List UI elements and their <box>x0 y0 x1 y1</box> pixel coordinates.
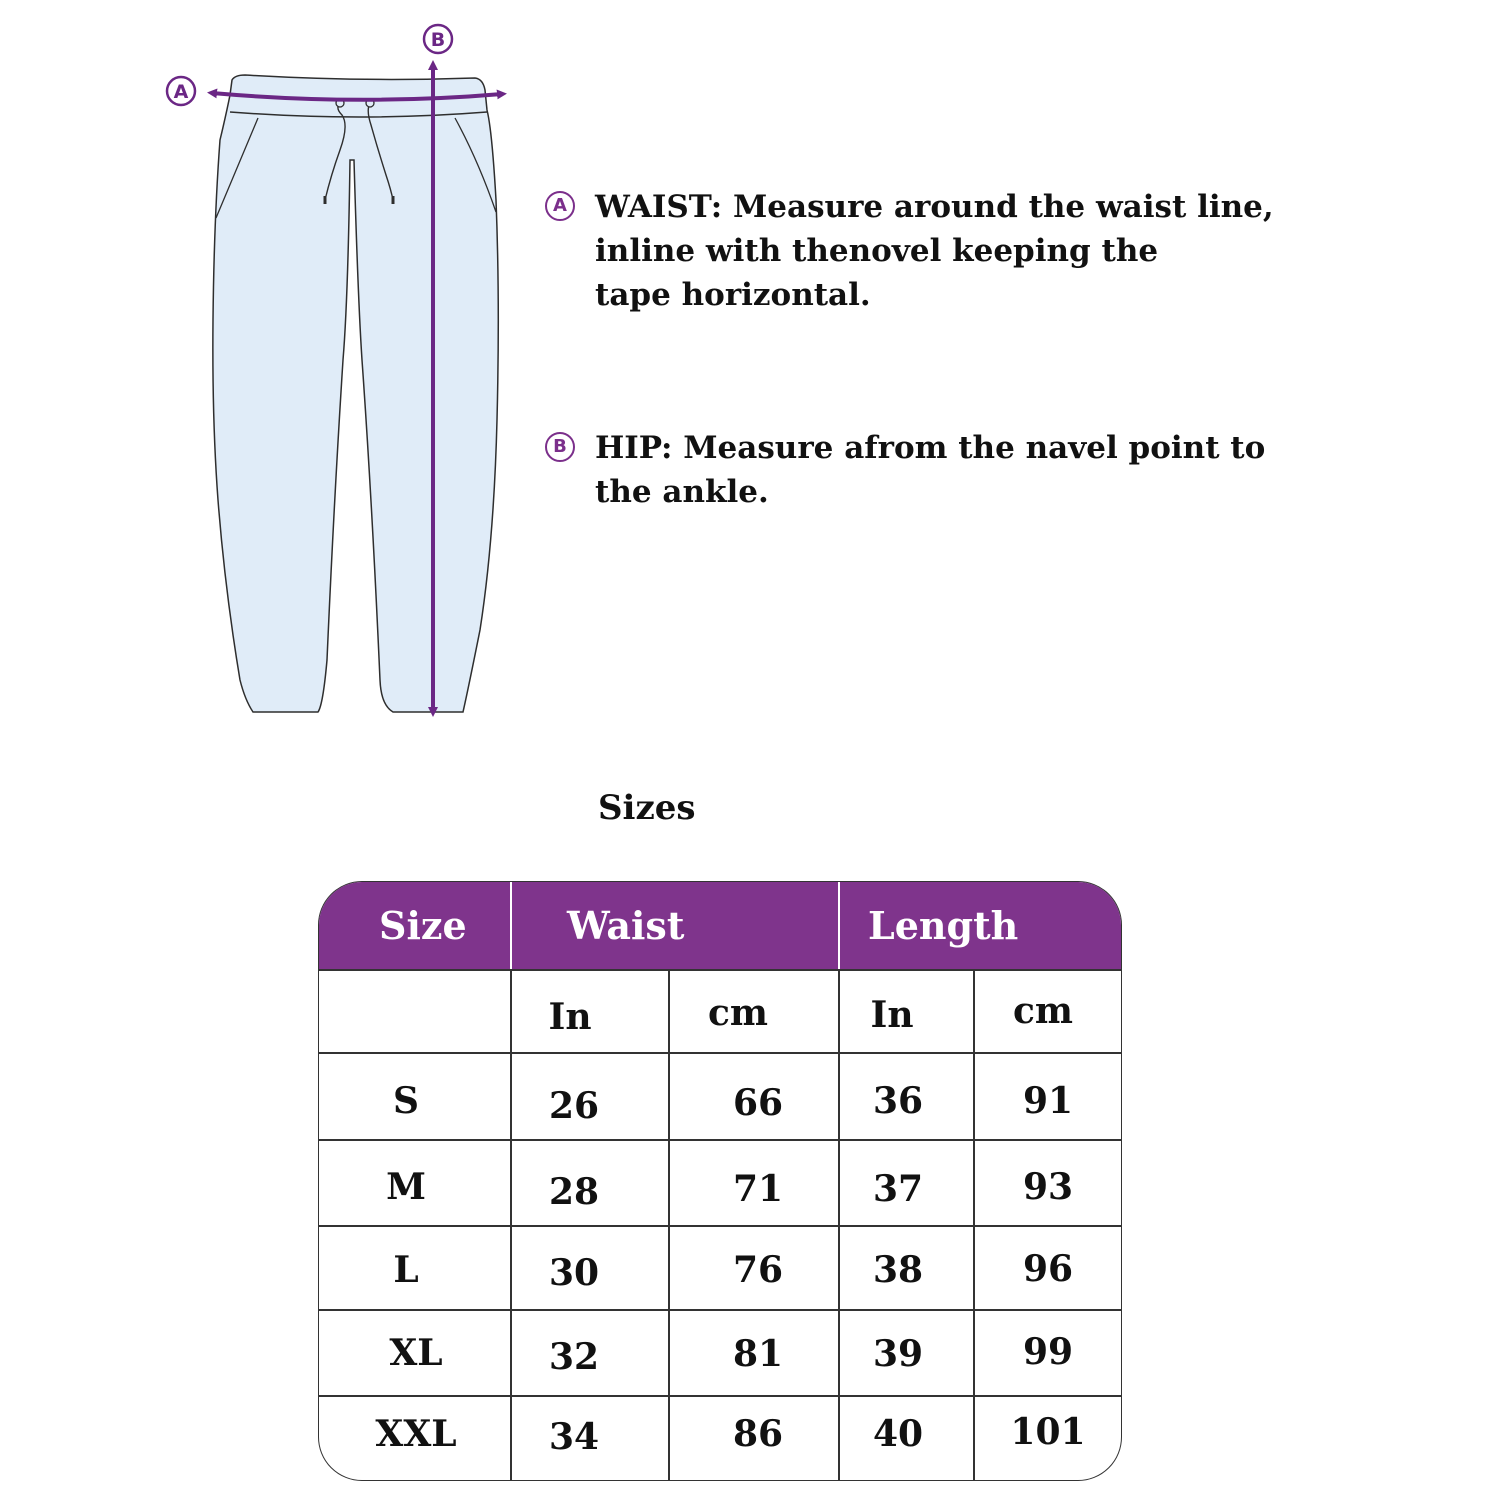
unit-waist-in: In <box>548 996 592 1038</box>
trouser-body <box>213 75 498 712</box>
grid-line <box>838 969 840 1481</box>
size-chart-table <box>318 881 1122 1481</box>
hip-instruction-line: HIP: Measure afrom the navel point to <box>595 430 1266 466</box>
table-cell: 76 <box>732 1249 784 1291</box>
grid-line <box>510 969 512 1481</box>
unit-waist-cm: cm <box>707 992 768 1034</box>
marker-b-badge-icon: B <box>545 432 575 462</box>
table-row-size: XL <box>389 1332 443 1374</box>
marker-a-icon <box>167 77 195 105</box>
grid-line <box>973 969 975 1481</box>
table-cell: 71 <box>732 1168 784 1210</box>
svg-text:A: A <box>173 81 189 103</box>
table-cell: 30 <box>548 1252 600 1294</box>
grid-line <box>319 1139 1121 1141</box>
hip-instruction <box>545 426 1266 514</box>
table-row-size: XXL <box>375 1413 457 1455</box>
waist-instruction-line: tape horizontal. <box>595 277 871 313</box>
sizes-title: Sizes <box>598 788 696 828</box>
unit-length-cm: cm <box>1012 990 1073 1032</box>
table-cell: 37 <box>872 1168 924 1210</box>
table-cell: 91 <box>1022 1080 1074 1122</box>
table-cell: 32 <box>548 1336 600 1378</box>
table-row-size: M <box>386 1166 426 1208</box>
table-cell: 34 <box>548 1416 600 1458</box>
svg-text:B: B <box>430 29 446 51</box>
grid-line <box>319 969 1121 971</box>
grid-line <box>319 1225 1121 1227</box>
trouser-diagram <box>0 0 560 760</box>
table-cell: 28 <box>548 1171 600 1213</box>
table-cell: 66 <box>732 1082 784 1124</box>
waist-instruction-line: inline with thenovel keeping the <box>595 233 1159 269</box>
grid-line <box>319 1395 1121 1397</box>
table-cell: 99 <box>1022 1331 1074 1373</box>
grid-line <box>319 1309 1121 1311</box>
unit-length-in: In <box>870 994 914 1036</box>
table-cell: 96 <box>1022 1248 1074 1290</box>
table-cell: 26 <box>548 1085 600 1127</box>
marker-a-badge-icon: A <box>545 191 575 221</box>
table-cell: 36 <box>872 1080 924 1122</box>
table-cell: 38 <box>872 1249 924 1291</box>
table-row-size: S <box>393 1080 419 1122</box>
marker-b-icon <box>424 25 452 53</box>
table-cell: 40 <box>872 1413 924 1455</box>
table-cell: 101 <box>1010 1411 1086 1453</box>
hip-instruction-line: the ankle. <box>595 474 769 510</box>
table-row-size: L <box>393 1249 419 1291</box>
header-length: Length <box>868 903 1019 948</box>
grid-line <box>319 1052 1121 1054</box>
table-cell: 81 <box>732 1333 784 1375</box>
header-waist: Waist <box>567 903 685 948</box>
waist-instruction <box>545 185 1274 317</box>
table-header <box>319 882 1121 969</box>
table-cell: 93 <box>1022 1166 1074 1208</box>
header-size: Size <box>379 903 467 948</box>
grid-line <box>668 969 670 1481</box>
waist-instruction-line: WAIST: Measure around the waist line, <box>595 189 1274 225</box>
table-cell: 39 <box>872 1333 924 1375</box>
table-cell: 86 <box>732 1413 784 1455</box>
